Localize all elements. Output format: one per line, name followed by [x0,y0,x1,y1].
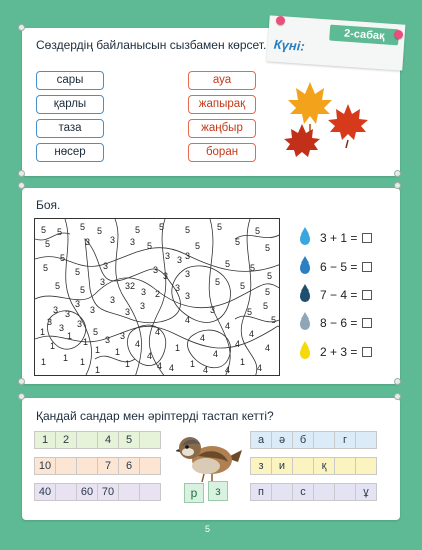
picture-number: 5 [255,226,261,236]
picture-number: 4 [225,365,231,375]
sparrow-illustration [176,428,244,484]
panel-corner-pin [18,378,25,385]
picture-number: 3 [47,317,53,327]
picture-number: 1 [50,341,56,351]
picture-number: 5 [240,281,246,291]
picture-number: 5 [97,226,103,236]
gray-drop-icon [300,317,310,330]
picture-number: 5 [265,287,271,297]
letter-row [250,457,376,475]
letter-cell[interactable] [271,483,293,501]
number-cell[interactable] [139,431,161,449]
number-cell[interactable]: 60 [76,483,98,501]
picture-number: 3 [75,299,81,309]
picture-number: 1 [80,357,86,367]
picture-number: 1 [240,357,246,367]
picture-number: 1 [63,353,69,363]
picture-number: 3 [125,307,131,317]
picture-number: 5 [93,327,99,337]
page-number: 5 [205,524,211,534]
picture-number: 5 [271,315,277,325]
orange-leaf-icon [288,82,332,132]
letter-cell[interactable] [292,457,314,475]
number-row [34,483,160,501]
number-cell[interactable] [76,457,98,475]
dark-blue-drop-icon [300,289,310,302]
picture-number: 1 [190,359,196,369]
number-cell[interactable]: 70 [97,483,119,501]
number-cell[interactable] [139,483,161,501]
letter-cell[interactable]: ұ [355,483,377,501]
picture-number: 3 [185,291,191,301]
picture-number: 5 [265,243,271,253]
picture-number: 3 [105,335,111,345]
picture-number: 3 [90,305,96,315]
picture-number: 4 [155,327,161,337]
letter-cell[interactable] [355,431,377,449]
answer-box[interactable] [362,318,372,328]
answer-box[interactable] [362,233,372,243]
left-word[interactable]: нөсер [36,143,104,162]
picture-number: 5 [45,239,51,249]
picture-number: 2 [155,289,161,299]
picture-number: 4 [265,343,271,353]
left-word[interactable]: қарлы [36,95,104,114]
letter-cell[interactable]: а [250,431,272,449]
letter-cell[interactable] [355,457,377,475]
picture-number: 5 [147,241,153,251]
panel-corner-pin [394,378,401,385]
number-cell[interactable]: 2 [55,431,77,449]
picture-number: 4 [203,365,209,375]
number-cell[interactable] [118,483,140,501]
picture-number: 3 [85,237,91,247]
panel-corner-pin [18,170,25,177]
picture-number: 3 [175,283,181,293]
day-label: Күні: [273,36,306,54]
letter-cell[interactable] [334,483,356,501]
picture-number: 4 [147,351,153,361]
picture-number: 3 [153,265,159,275]
picture-number: 3 [177,255,183,265]
letter-cell[interactable] [334,457,356,475]
picture-number: 3 [103,261,109,271]
blue-drop-icon [300,261,310,274]
picture-number: 3 [140,301,146,311]
equation-row [300,342,372,362]
picture-number: 5 [185,225,191,235]
pushpin-icon [394,30,403,39]
equation-row [300,313,372,333]
answer-box[interactable] [362,290,372,300]
picture-number: 5 [225,259,231,269]
color-by-number-picture[interactable] [34,218,280,376]
number-cell[interactable]: 6 [118,457,140,475]
panel-corner-pin [394,393,401,400]
picture-number: 4 [157,361,163,371]
picture-number: 5 [263,301,269,311]
letter-cell[interactable] [313,431,335,449]
left-word[interactable]: таза [36,119,104,138]
sparrow-icon [176,437,242,482]
picture-number: 3 [120,331,126,341]
picture-number: 4 [225,321,231,331]
picture-number: 4 [200,333,206,343]
picture-number: 5 [80,285,86,295]
picture-number: 5 [215,277,221,287]
letter-row [250,483,376,501]
picture-number: 5 [80,222,86,232]
right-word[interactable]: жапырақ [188,95,256,114]
picture-number: 4 [185,315,191,325]
picture-number: 5 [57,227,63,237]
letter-cell[interactable]: и [271,457,293,475]
picture-number: 1 [41,357,47,367]
picture-number: 1 [175,343,181,353]
picture-number: 3 [185,251,191,261]
equation-row [300,285,372,305]
answer-box[interactable] [362,347,372,357]
picture-number: 5 [75,267,81,277]
light-blue-drop-icon [300,232,310,245]
picture-number: 5 [135,225,141,235]
number-cell[interactable] [55,457,77,475]
picture-number: 3 [130,237,136,247]
picture-number: 3 [110,295,116,305]
number-cell[interactable] [139,457,161,475]
picture-number: 3 [210,305,216,315]
number-row [34,431,160,449]
picture-number: 5 [60,253,66,263]
letter-cell[interactable]: г [334,431,356,449]
panel-corner-pin [18,393,25,400]
picture-number: 1 [125,359,131,369]
picture-number: 4 [213,349,219,359]
picture-number: 1 [95,345,101,355]
picture-number: 4 [235,339,241,349]
letter-cell[interactable]: қ [313,457,335,475]
panel-corner-pin [394,170,401,177]
task3-instruction: Қандай сандар мен әріптерді тастап кетті? [36,409,274,423]
number-cell[interactable]: 5 [118,431,140,449]
right-word[interactable]: ауа [188,71,256,90]
picture-number: 5 [159,222,165,232]
picture-number: 3 [59,323,65,333]
panel-corner-pin [18,24,25,31]
picture-number: 3 [163,271,169,281]
picture-number: 5 [247,307,253,317]
number-cell[interactable] [55,483,77,501]
right-word[interactable]: жаңбыр [188,119,256,138]
dark-red-leaf-icon [284,124,320,157]
picture-number: 5 [195,241,201,251]
picture-number: 3 [125,281,131,291]
equation-row [300,228,372,248]
answer-box[interactable] [362,262,372,272]
picture-number: 3 [165,251,171,261]
number-cell[interactable]: 1 [34,431,56,449]
picture-number: 5 [235,237,241,247]
letter-cell[interactable]: с [292,483,314,501]
red-leaf-icon [328,104,368,148]
held-letter[interactable]: р [184,483,204,503]
task1-instruction: Сөздердің байланысын сызбамен көрсет. [36,38,267,52]
picture-number: 5 [41,225,47,235]
picture-number: 5 [43,263,49,273]
panel-corner-pin [394,182,401,189]
lesson-tag: 2-сабақ [330,25,400,46]
picture-number: 4 [135,339,141,349]
letter-cell[interactable]: п [250,483,272,501]
picture-number: 5 [250,263,256,273]
picture-number: 3 [65,309,71,319]
equation-row [300,257,372,277]
number-cell[interactable]: 4 [97,431,119,449]
picture-number: 3 [53,305,59,315]
panel-corner-pin [18,182,25,189]
picture-number: 3 [110,235,116,245]
letter-cell[interactable]: ә [271,431,293,449]
letter-cell[interactable] [313,483,335,501]
equation-text: 8 − 6 = [320,316,358,330]
picture-number: 2 [130,281,136,291]
letter-row [250,431,376,449]
picture-number: 4 [257,363,263,373]
pushpin-icon [276,16,285,25]
picture-number: 1 [67,331,73,341]
number-cell[interactable]: 7 [97,457,119,475]
picture-number: 4 [169,363,175,373]
equation-text: 7 − 4 = [320,288,358,302]
number-row [34,457,160,475]
picture-number: 1 [40,327,46,337]
picture-number: 3 [77,319,83,329]
autumn-leaves-illustration [282,76,374,162]
picture-number: 1 [95,365,101,375]
left-word[interactable]: сары [36,71,104,90]
picture-number: 4 [249,329,255,339]
letter-cell[interactable]: з [250,457,272,475]
picture-number: 1 [115,347,121,357]
number-cell[interactable]: 10 [34,457,56,475]
number-cell[interactable] [76,431,98,449]
picture-number: 3 [185,269,191,279]
held-letter[interactable]: з [208,481,228,501]
number-cell[interactable]: 40 [34,483,56,501]
task2-instruction: Боя. [36,198,61,212]
yellow-drop-icon [300,346,310,359]
lesson-note [267,15,406,70]
picture-number: 1 [83,337,89,347]
picture-number: 3 [100,277,106,287]
equation-text: 6 − 5 = [320,260,358,274]
picture-number: 5 [267,271,273,281]
letter-cell[interactable]: б [292,431,314,449]
right-word[interactable]: боран [188,143,256,162]
picture-number: 3 [141,287,147,297]
picture-number: 5 [55,281,61,291]
equation-text: 2 + 3 = [320,345,358,359]
picture-number: 5 [217,222,223,232]
equation-text: 3 + 1 = [320,231,358,245]
